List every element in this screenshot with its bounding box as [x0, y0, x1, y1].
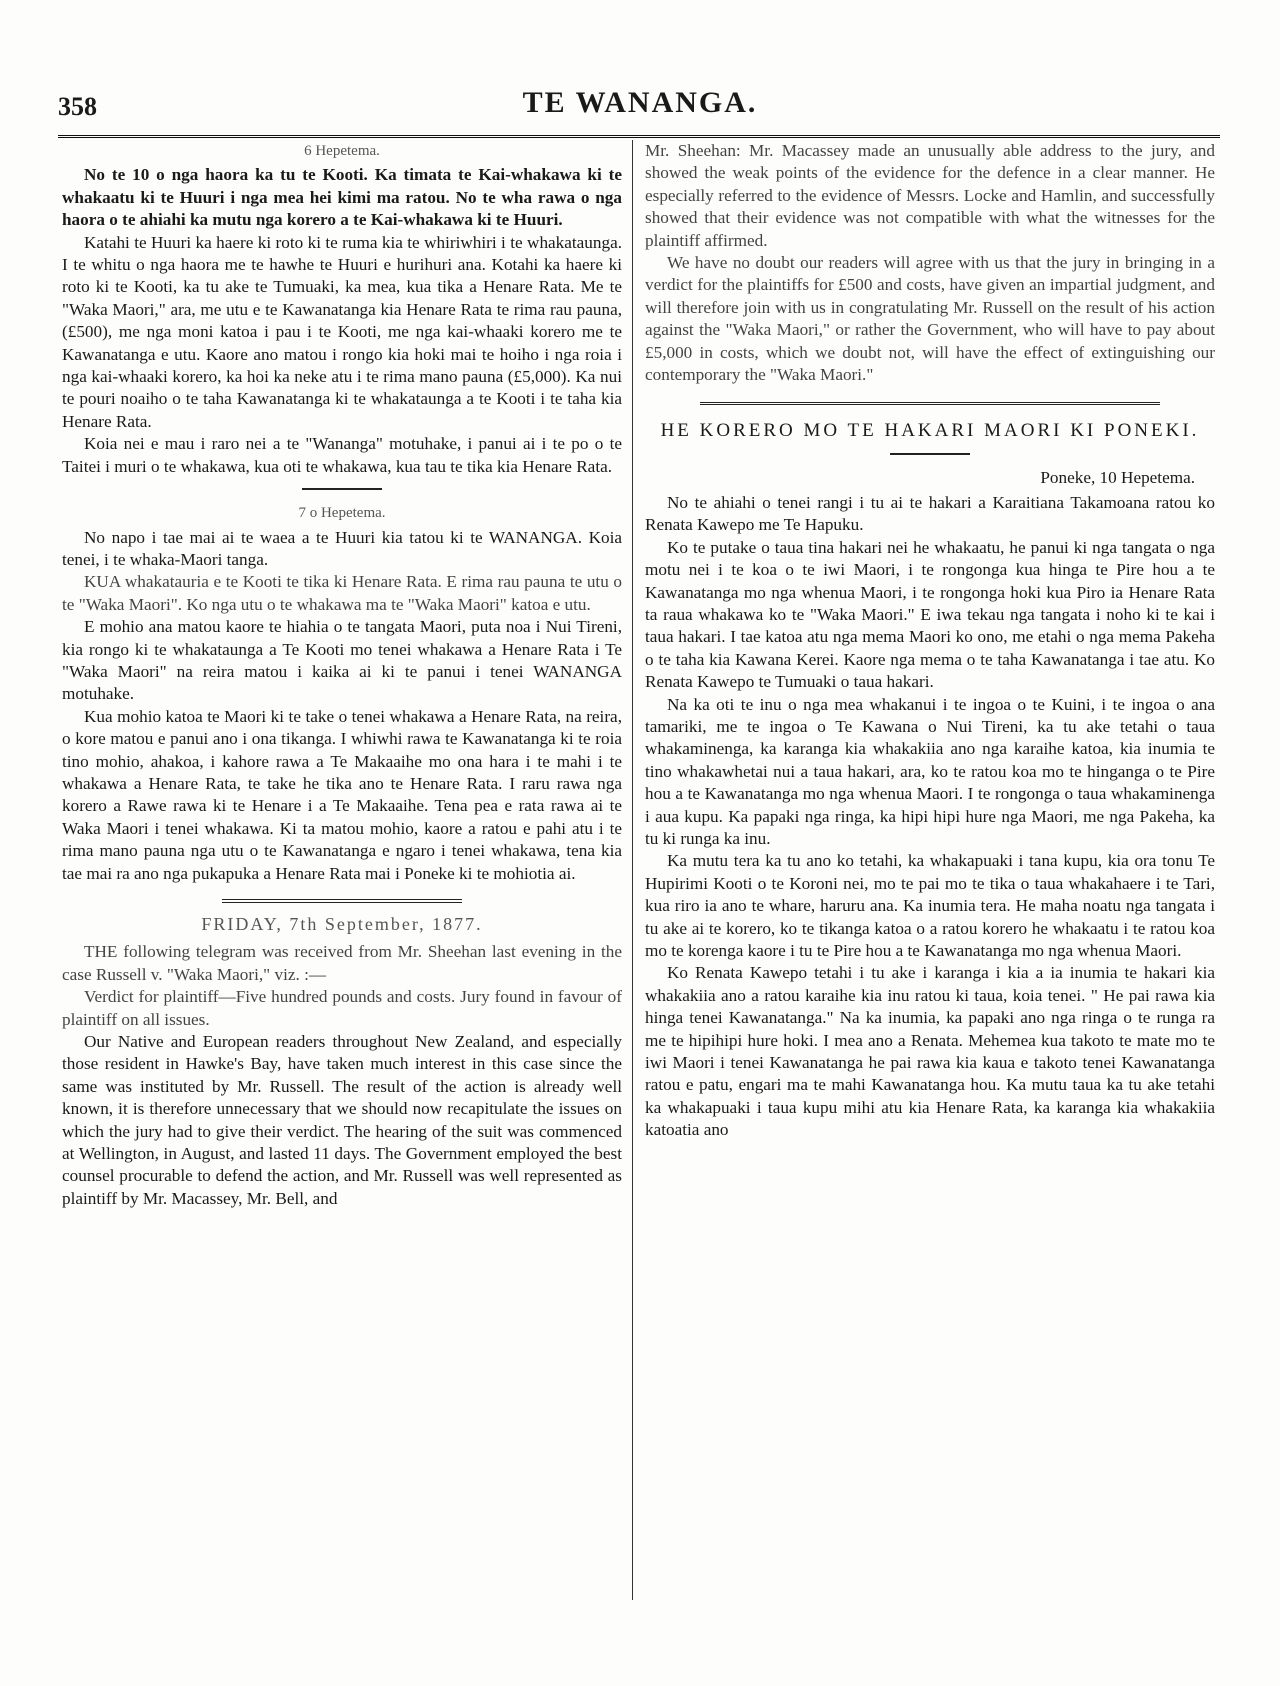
friday-heading: FRIDAY, 7th September, 1877.	[201, 914, 483, 934]
paragraph: No te 10 o nga haora ka tu te Kooti. Ka timata te Kai-whakawa ki te whakaatu ki te Huuri i nga mea hei kimi ma ratou. No te wha rawa o nga haora o te ahiahi ka mutu nga korero a te Kai-whakawa ki te Huuri.	[62, 165, 622, 230]
paragraph: Kua mohio katoa te Maori ki te take o tenei whakawa a Henare Rata, na reira, o kore matou e panui ano i ona tikanga. I whiwhi rawa te Kawanatanga ki te roia tino mohio, ahakoa, i kahore rawa a Te Makaaihe mo ona hara i te mahi i te whakawa a Henare Rata, te take he tika ano te Henare Rata. I raru rawa nga korero a Rawe rawa ki te Henare i a Te Makaaihe. Tena pea e rata rawa ai te Waka Maori i tenei whakawa. Ki ta matou mohio, kaore a ratou e pahi atu i te rima mano pauna nga utu o te Kawanatanga e ngaro i tenei whakawa, tena kia tae mai ra ano nga pukapuka a Henare Rata mai i Poneke ki te mohiotia ai.	[62, 706, 622, 883]
paragraph: No te ahiahi o tenei rangi i tu ai te hakari a Karaitiana Takamoana ratou ko Renata Kawepo me Te Hapuku.	[645, 492, 1215, 535]
paragraph: No napo i tae mai ai te waea a te Huuri kia tatou ki te WANANGA. Koia tenei, i te whaka-Maori tanga.	[62, 527, 622, 569]
paragraph: KUA whakatauria e te Kooti te tika ki Henare Rata. E rima rau pauna te utu o te "Waka Maori". Ko nga utu o te whakawa ma te "Waka Maori" katoa e utu.	[62, 572, 622, 614]
paragraph: Our Native and European readers throughout New Zealand, and especially those resident in Hawke's Bay, have taken much interest in this case since the same was instituted by Mr. Russell. The result of the action is already well known, it is therefore unnecessary that we should now recapitulate the issues on which the jury had to give their verdict. The hearing of the suit was commenced at Wellington, in August, and lasted 11 days. The Government employed the best counsel procurable to defend the action, and Mr. Russell was well represented as plaintiff by Mr. Macassey, Mr. Bell, and	[62, 1032, 622, 1208]
masthead-title: TE WANANGA.	[522, 86, 758, 119]
section-date: 6 Hepetema.	[304, 143, 380, 159]
page-number: 358	[58, 92, 97, 121]
paragraph: Ko Renata Kawepo tetahi i tu ake i karanga i kia a ia inumia te hakari kia whakakiia ano a ratou karaihe kia inu ratou ki taua, koia tenei. " He pai rawa kia hinga tenei Kawanatanga." Na ka inumia, ka papaki ano nga ringa o te runga ra me te hipihipi hure hoki. I mea ano a Renata. Mehemea kua takoto te mate mo te iwi Maori i tenei Kawanatanga he pai rawa kia kaua e takoto tenei Kawanatanga ratou e patu, engari ma te mahi Kawanatanga hou. Ka mutu taua ka tu ake tetahi ka whakapuaki i taua kupu mihi atu kia Henare Rata, ka karanga kia whakakiia katoatia ano	[645, 963, 1215, 1140]
dateline: Poneke, 10 Hepetema.	[1040, 468, 1195, 488]
paragraph: THE following telegram was received from Mr. Sheehan last evening in the case Russell v. "Waka Maori," viz. :—	[62, 942, 622, 984]
paragraph: Koia nei e mau i raro nei a te "Wananga" motuhake, i panui ai i te po o te Taitei i muri o te whakawa, kua oti te whakawa, kua tau te tika kia Henare Rata.	[62, 434, 622, 476]
paragraph: Mr. Sheehan: Mr. Macassey made an unusually able address to the jury, and showed the weak points of the evidence for the defence in a clear manner. He especially referred to the evidence of Messrs. Locke and Hamlin, and successfully showed that their evidence was not compatible with what the witnesses for the plaintiff affirmed.	[645, 141, 1215, 250]
title-rule	[890, 453, 970, 455]
section-rule	[302, 488, 382, 490]
section-title: HE KORERO MO TE HAKARI MAORI KI PONEKI.	[660, 420, 1200, 442]
paragraph: Na ka oti te inu o nga mea whakanui i te ingoa o te Kuini, i te ingoa o ana tamariki, me te ingoa o Te Kawana o Nui Tireni, ka tu ake tetahi o taua whakaminenga, ka karanga kia whakakiia ano nga karaihe katoa, kia inumia te tino whakawhetai nui a taua hakari, ara, ko te ratou koa mo te hinganga o te Pire hou a te Kawanatanga mo nga whenua Maori. I te rongonga o taua whakaminenga i aua kupu. Ka papaki nga ringa, ka hipi hipi hure nga Maori, me nga Pakeha, ka tu ki runga ka inu.	[645, 694, 1215, 848]
paragraph: E mohio ana matou kaore te hiahia o te tangata Maori, puta noa i Nui Tireni, kia rongo ki te whakataunga a Te Kooti mo tenei whakawa a Henare Rata i Te "Waka Maori" na reira matou i kaika ai ki te panui i tenei WANANGA motuhake.	[62, 617, 622, 704]
paragraph: Ko te putake o taua tina hakari nei he whakaatu, he panui ki nga tangata o nga motu nei i te koa o te iwi Maori, i te rongonga kua hinga te Pire hou a te Kawanatanga mo nga whenua Maori, i te rongonga hoki kua Piro ia Henare Rata ta raua whakawa ko te "Waka Maori." E iwa tekau nga tangata i noho ki te kai i taua hakari. I tae katoa atu nga mema Maori ko ono, me etahi o nga mema Pakeha o te taha kia Kawana Kerei. Kaore nga mema o te taha Kawanatanga i tae atu. Ko Renata Kawepo te Tumuaki o taua hakari.	[645, 537, 1215, 692]
ornamental-rule	[222, 899, 462, 903]
paragraph: Ka mutu tera ka tu ano ko tetahi, ka whakapuaki i tana kupu, kia ora tonu Te Hupirimi Kooti o te Koroni nei, mo te pai mo te tika o taua whakahaere i te Tari, kua riro ia ano te whare, haruru ana. Ka inumia tera. He maha noatu nga tangata i tu ake ai te korero, ko te tikanga katoa o a ratou korero he whakaatu i te ratou koa mo te korenga kaore i tu te Pire hou a te Kawanatanga mo nga whenua Maori.	[645, 851, 1215, 960]
left-column	[62, 140, 622, 1210]
paragraph: We have no doubt our readers will agree with us that the jury in bringing in a verdict for the plaintiffs for £500 and costs, have given an impartial judgment, and will therefore join with us in congratulating Mr. Russell on the result of his action against the "Waka Maori," or rather the Government, who will have to pay about £5,000 in costs, which we doubt not, will have the effect of extinguishing our contemporary the "Waka Maori."	[645, 253, 1215, 385]
column-divider	[632, 140, 633, 1600]
section-rule	[700, 402, 1160, 405]
right-column	[645, 140, 1215, 1142]
masthead-rule	[58, 135, 1220, 138]
paragraph: Katahi te Huuri ka haere ki roto ki te ruma kia te whiriwhiri i te whakataunga. I te whitu o nga haora me te hawhe te Huuri e hurihuri ana. Kotahi ka haere ki roto ki te Kooti, ka tu ake te Tumuaki, ka mea, kua tika a Henare Rata. Me te "Waka Maori," ara, me utu e te Kawanatanga kia Henare Rata te rima rau pauna, (£500), me nga moni katoa i pau i te Kooti, me nga kai-whaaki korero me te Kawanatanga e utu. Kaore ano matou i rongo kia hoki mai te hoiho i nga roia i nga kai-whaaki korero, ka hoi ka neke atu i te rima mano pauna (£5,000). Ka nui te pouri noaiho o te taha Kawanatanga ki te whakataunga a te Kooti i te taha kia Henare Rata.	[62, 232, 622, 431]
section-date: 7 o Hepetema.	[298, 505, 386, 522]
paragraph: Verdict for plaintiff—Five hundred pounds and costs. Jury found in favour of plaintiff on all issues.	[62, 987, 622, 1029]
